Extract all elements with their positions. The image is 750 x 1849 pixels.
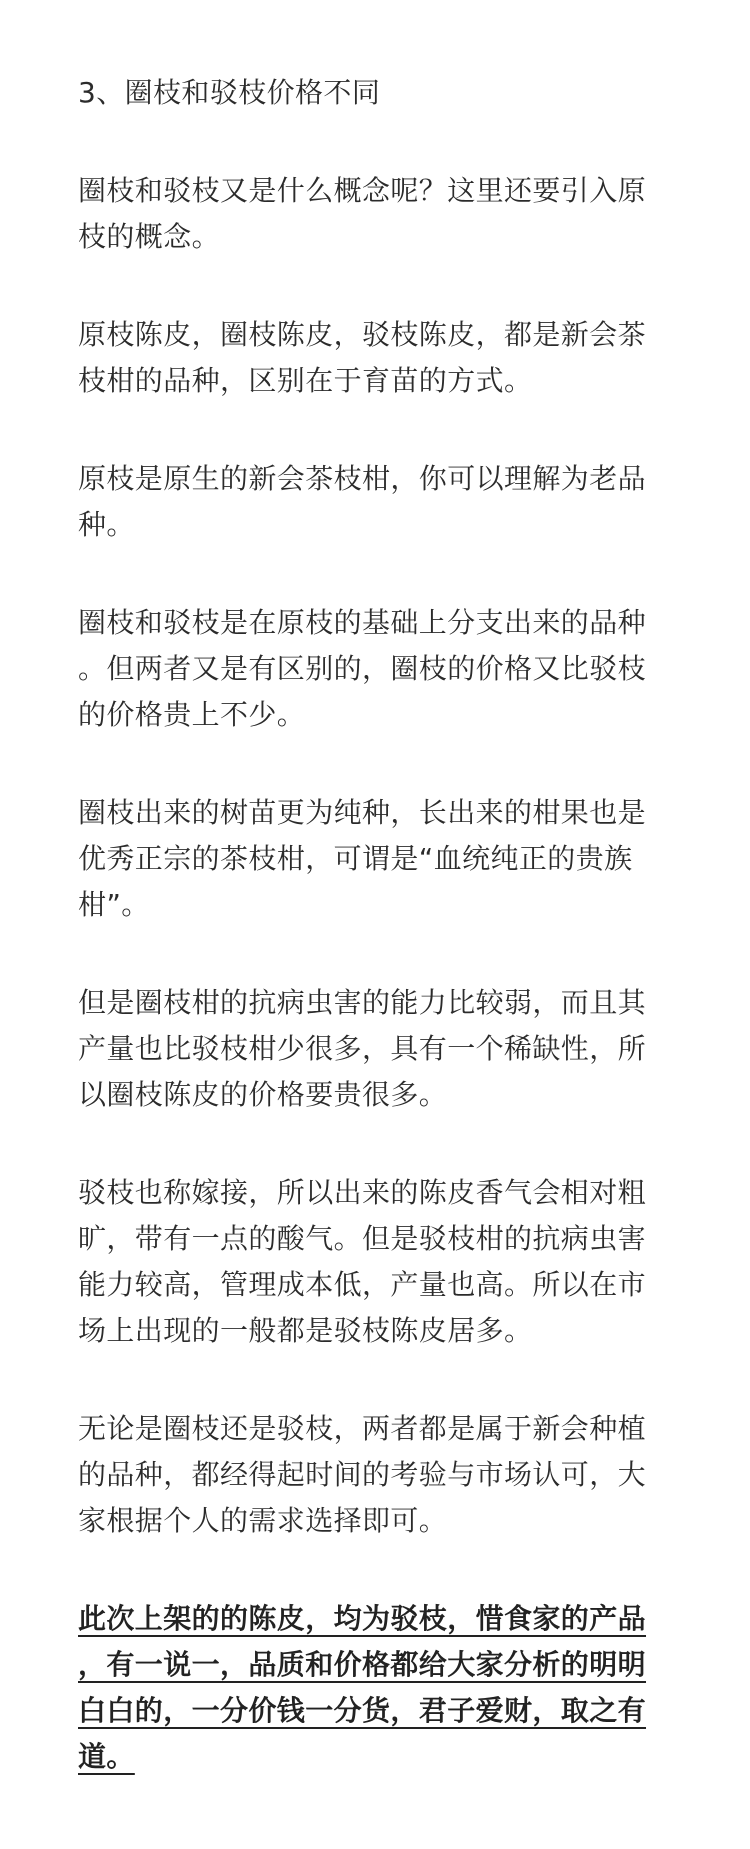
text-line: 的品种，都经得起时间的考验与市场认可，大 <box>78 1458 647 1491</box>
text-line: 柑”。 <box>78 888 150 921</box>
underlined-text: 道。 <box>78 1740 135 1773</box>
text-line: 场上出现的一般都是驳枝陈皮居多。 <box>78 1314 533 1347</box>
section-heading: 3、圈枝和驳枝价格不同 <box>78 76 381 109</box>
text-line: 。但两者又是有区别的，圈枝的价格又比驳枝 <box>78 652 647 685</box>
text-line: 原枝陈皮，圈枝陈皮，驳枝陈皮，都是新会茶 <box>78 318 647 351</box>
text-line: 但是圈枝柑的抗病虫害的能力比较弱，而且其 <box>78 986 647 1019</box>
text-line: 枝柑的品种，区别在于育苗的方式。 <box>78 364 533 397</box>
text-line: 无论是圈枝还是驳枝，两者都是属于新会种植 <box>78 1412 647 1445</box>
underlined-text: 此次上架的的陈皮，均为驳枝，惜食家的产品 <box>78 1602 647 1635</box>
paragraph <box>78 980 678 1118</box>
underlined-text-line <box>78 1734 678 1780</box>
text-line: 圈枝和驳枝又是什么概念呢？这里还要引入原 <box>78 174 647 207</box>
text-line: 圈枝和驳枝是在原枝的基础上分支出来的品种 <box>78 606 647 639</box>
paragraph <box>78 600 678 738</box>
underlined-text-line <box>78 1688 678 1734</box>
paragraph <box>78 312 678 404</box>
underlined-text-line <box>78 1596 678 1642</box>
text-line: 家根据个人的需求选择即可。 <box>78 1504 448 1537</box>
text-line: 优秀正宗的茶枝柑，可谓是“血统纯正的贵族 <box>78 842 633 875</box>
text-line: 旷，带有一点的酸气。但是驳枝柑的抗病虫害 <box>78 1222 647 1255</box>
highlighted-paragraph <box>78 1596 678 1780</box>
text-line: 原枝是原生的新会茶枝柑，你可以理解为老品 <box>78 462 647 495</box>
underlined-text: ，有一说一，品质和价格都给大家分析的明明 <box>78 1648 647 1681</box>
underlined-text: 白白的，一分价钱一分货，君子爱财，取之有 <box>78 1694 647 1727</box>
paragraph <box>78 456 678 548</box>
article-body <box>78 70 678 1832</box>
text-line: 种。 <box>78 508 135 541</box>
text-line: 的价格贵上不少。 <box>78 698 306 731</box>
text-line: 以圈枝陈皮的价格要贵很多。 <box>78 1078 448 1111</box>
paragraph <box>78 790 678 928</box>
text-line: 枝的概念。 <box>78 220 221 253</box>
paragraph <box>78 1170 678 1354</box>
paragraph <box>78 1406 678 1544</box>
paragraph <box>78 168 678 260</box>
text-line: 产量也比驳枝柑少很多，具有一个稀缺性，所 <box>78 1032 647 1065</box>
text-line: 驳枝也称嫁接，所以出来的陈皮香气会相对粗 <box>78 1176 647 1209</box>
text-line: 能力较高，管理成本低，产量也高。所以在市 <box>78 1268 647 1301</box>
underlined-text-line <box>78 1642 678 1688</box>
text-line: 圈枝出来的树苗更为纯种，长出来的柑果也是 <box>78 796 647 829</box>
